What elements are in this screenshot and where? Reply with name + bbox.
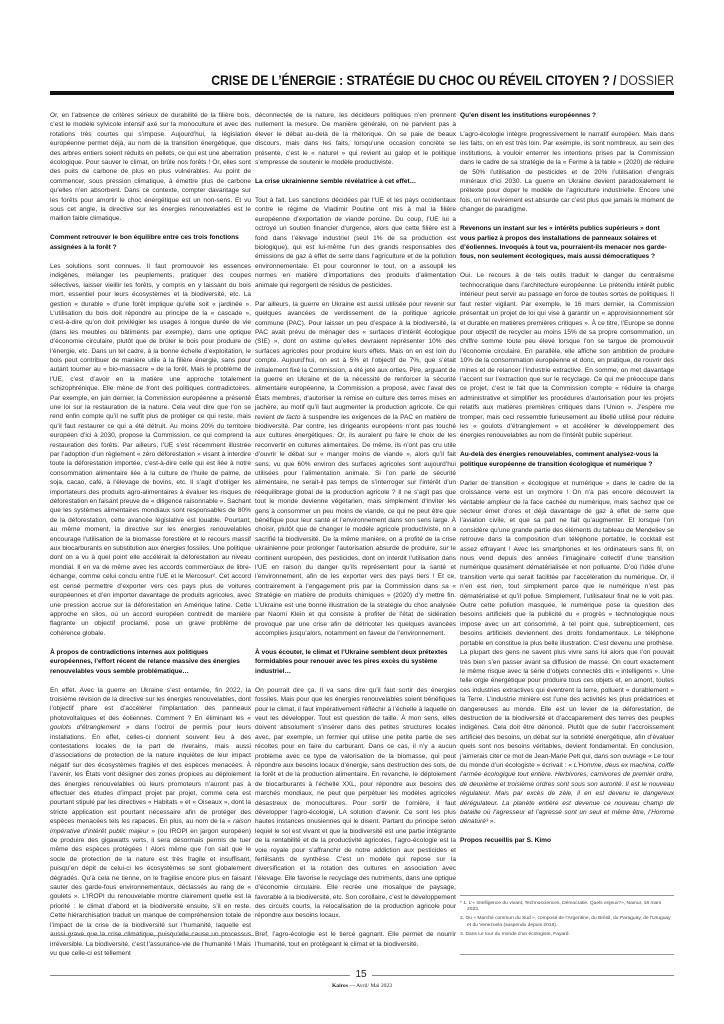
text-run: » (ou IROPI en jargon européen) de produire des gigawatts verts, il sera désormais permis de tuer même des espèces protégées ! Alors même que l’on sait que le socle de protection de la nature est très fragile et insuffisant, puisqu’en dépit de celui-ci les écosystèmes se sont globalement dégradés. Qu’à cela ne tienne, on le fragilise encore plus en faisant sauter des garde-fous environnementaux, déclassés au rang de « goulets ». L’IROPI du renouvelable montre clairement quelle est la priorité : le climat d’abord et la biodiversité ensuite, s’il en reste. Cette hiérarchisation traduit un manque de compréhension totale de l’impact de la crise de la biodiversité sur l’humanité, laquelle est irréversible. La biodiversité, c’est l’assurance-vie de l’humanité ! Mais vu que celle-ci est tellement <box>50 827 251 957</box>
interview-question: À vous écouter, le climat et l’Ukraine semblent deux prétextes formidables pour renouer avec les pires excès du système industriel… <box>255 648 448 675</box>
paragraph <box>255 300 456 639</box>
paragraph <box>50 686 251 959</box>
footnote: * 1. L’« Intelligence du vivant, Technosciences, Démocratie. Quels enjeux?», Namur, 18 mars 2023. <box>460 901 662 913</box>
column-1 <box>50 111 251 968</box>
publication-footer <box>0 983 724 989</box>
interview-question: Revenons un instant sur les « intérêts publics supérieurs » dont vous parliez à propos des installations de panneaux solaires et d’éoliennes. Invoqués à tout va, pourraient-ils menacer nos garde-fous, non seulement écologiques, mais aussi démocratiques ? <box>460 225 667 261</box>
footnote: 2. Ou « Marché commun du Sud », composé de l’Argentine, du Brésil, du Paraguay, de l’Uruguay et du Venezuela (suspendu depuis 2016). <box>460 916 671 928</box>
footer-rule-left <box>50 975 350 976</box>
interview-signature: Propos recueillis par S. Kimo <box>460 837 551 845</box>
column-divider-rule <box>50 935 254 936</box>
paragraph: On pourrait dire ça. Il va sans dire qu’il faut sortir des énergies fossiles. Mais pour que les énergies renouvelables soient bénéfiques pour le climat, il faut impérativement réfléchir à l’échelle à laquelle on veut les développer. Tout est question de taille. À mon sens, elles doivent absolument s’insérer dans des petites structures locales avec, par exemple, un fermier qui utilise une petite partie de ses récoltes pour en faire du carburant. Dans ce cas, il n’y a aucun problème avec ce type de valorisation de la biomasse, qui peut répondre aux besoins locaux d’énergie, sans destruction des sols, de la forêt et de la production alimentaire. En revanche, le déploiement de biocarburants à l’échelle XXL, pour répondre aux besoins des marchés mondiaux, ne peut que perpétuer les modèles agricoles désastreux de monocultures. Pour sortir de l’ornière, il faut développer l’agro-écologie, LA solution d’avenir. Ce sont les plus hautes instances onusiennes qui le disent. Partant du principe selon lequel le sol est vivant et que la biodiversité est une partie intégrante de la rentabilité et de la productivité agricoles, l’agro-écologie est la voie royale pour s’affranchir de notre addiction aux pesticides et fertilisants de synthèse. C’est un modèle qui repose sur la diversification et la rotation des cultures en association avec l’élevage. Elle favorise le recyclage des nutriments, dans une optique d’économie circulaire. Elle recrée une mosaïque de paysage, favorable à la biodiversité, etc. Son corollaire, c’est le développement des circuits courts, la relocalisation de la production agricole pour répondre aux besoins locaux. <box>255 686 456 920</box>
interview-question: La crise ukrainienne semble révélatrice à cet effet… <box>255 178 417 186</box>
footer-rule-right <box>372 975 674 976</box>
quotation-text: L’Homme, deus ex machina, coiffe l’armée écologique tout entière. Herbivores, carnivores de premier ordre, de deuxième et troisième ordres sont sous son autorité. Il est le nouveau régulateur. Mais par excès de zèle, il en est devenu le dangereux dérégulateur. La planète entière est devenue ce nouveau champ de bataille où l’agresseur et l’agressé sont un seul et même être, l’Homme dénaturé³ <box>460 761 674 826</box>
paragraph <box>460 479 674 827</box>
page-number: 15 <box>355 969 367 980</box>
paragraph: Les solutions sont connues. Il faut promouvoir les essences indigènes, mélanger les peuplements, pratiquer des coupes sélectives, laisser vieillir les forêts, y compris en y laissant du bois mort, essentiel pour leurs écosystèmes et la biodiversité, etc. La gestion « durable » d’une forêt implique qu’elle soit « jardinée ». L’utilisation du bois doit répondre au principe de la « cascade », c’est-à-dire qu’on doit privilégier les usages à longue durée de vie (dans les meubles ou bâtiments par exemple), dans une optique d’économie circulaire, plutôt que de brûler le bois pour produire de l’énergie, etc. Dans un tel cadre, à la bonne échelle d’exploitation, le bois peut contribuer de manière utile à la filière énergie, sans pour autant tourner au « bio-massacre » de la forêt. Mais le problème de l’UE, c’est d’avoir en la matière une approche totalement schizophrénique. Elle mène de front des politiques contradictoires. Par exemple, en juin dernier, la Commission européenne a présenté une loi sur la restauration de la nature. Cela veut dire que l’on se rend enfin compte qu’il ne suffit plus de protéger ce qui reste, mais qu’il faut restaurer ce qui a été détruit. Au moins 20% du territoire européen d’ici à 2030, propose la Commission, ce qui comprend la restauration des forêts. Par ailleurs, l’UE s’est récemment illustrée par l’adoption d’un règlement « zéro déforestation » visant à interdire toute la déforestation importée, c’est-à-dire celle qui est liée à notre consommation alimentaire liée à la culture de l’huile de palme, de soja, cacao, café, à l’élevage de bovins, etc. Il s’agit d’obliger les importateurs des produits agro-alimentaires à évaluer les risques de déforestation en faisant preuve de « diligence raisonnable ». Sachant que les systèmes alimentaires mondiaux sont responsables de 80% de la déforestation, cette avancée législative est louable. Pourtant, au même moment, la directive sur les énergies renouvelables encourage l’utilisation de la biomasse forestière et le recours massif aux biocarburants en substitution aux énergies fossiles. Une politique dont on a vu à quel point elle accélérait la déforestation au niveau mondial. Il en va de même avec les accords commerciaux de libre-échange, comme celui conclu entre l’UE et le Mercosur². Cet accord est censé permettre d’exporter vers ces pays plus de voitures européennes et d’en importer davantage de produits agricoles, avec une pression accrue sur la déforestation en Amérique latine. Cette approche en silos, où un accord européen contredit de manière flagrante un objectif proclamé, pose un grave problème de cohérence globale. <box>50 262 251 637</box>
page-header-title <box>211 73 674 89</box>
emphasis-text: goulots d’étranglement <box>50 724 121 732</box>
section-label: DOSSIER <box>619 73 674 89</box>
header-rule <box>50 91 674 95</box>
text-run: Par ailleurs, la guerre en Ukraine est aussi utilisée pour revenir sur quelques avancées de verdissement de la politique agricole commune (PAC). Pour laisser un peu d’espace à la biodiversité, la PAC avait prévu de ménager des « surfaces d’intérêt écologique (SIE) », dont on estime qu’elles devraient représenter 10% des surfaces agricoles pour produire leurs effets. Mais on en est loin du compte. Aujourd’hui, on est à 5% et l’objectif de 7%, que s’était initialement fixé la Commission, a été jeté aux orties. Pire, arguant de la guerre en Ukraine et de la nécessité de renforcer la sécurité alimentaire européenne, la Commission a proposé, avec l’aval des États membres, d’autoriser la remise en culture des terres mises en jachère, au motif qu’il faut augmenter la production agricole. Ce qui revient <box>255 300 456 421</box>
emphasis-text: de facto <box>276 413 301 421</box>
footnotes-end-rule <box>460 954 674 955</box>
column-2 <box>255 111 456 959</box>
column-3 <box>460 111 674 855</box>
text-run: » dans l’octroi de permis pour leurs installations. En effet, celles-ci donnent souvent lieu à des contestations locales de la part de riverains, mais aussi d’associations de protection de la nature inquiètes de leur impact négatif sur des écosystèmes fragiles et des espèces menacées. À l’avenir, les États vont désigner des zones propices au déploiement des énergies renouvelables où leurs promoteurs n’auront pas à effectuer des études d’impact projet par projet, comme cela est pourtant stipulé par les directives « Habitats » et « Oiseaux », dont la stricte application est pourtant nécessaire afin de protéger des espèces menacées tels les rapaces. En plus, au nom de la « <box>50 724 251 826</box>
interview-question: Au-delà des énergies renouvelables, comment analysez-vous la politique européenne de transition écologique et numérique ? <box>460 451 659 468</box>
paragraph: Or, en l’absence de critères sérieux de durabilité de la filière bois, c’est le modèle sylvicole intensif axé sur la monoculture et avec des rotations très courtes qui s’impose. Aujourd’hui, la législation européenne permet déjà, au nom de la transition énergétique, que des arbres entiers soient réduits en pellets, ce qui est une aberration écologique. Pour sauver le climat, on brûle nos forêts ! Or, elles sont des puits de carbone de plus en plus vulnérables. Au point de commencer, sous pression climatique, à émettre plus de carbone qu’elles n’en absorbent. Dans ce contexte, compter davantage sur les forêts pour amortir le choc énergétique est un non-sens. Et vu sous cet angle, la directive sur les énergies renouvelables est le maillon faible climatique. <box>50 112 251 223</box>
text-run: à suspendre les exigences de la PAC en matière de biodiversité. Par contre, les dirigeants européens n’ont pas touché aux cultures énergétiques. Or, ils auraient pu faire le choix de les reconvertir en cultures alimentaires. De même, ils n’ont pas cru utile d’ouvrir le débat sur « manger moins de viande », alors qu’il fait sens, vu que 60% environ des surfaces agricoles sont aujourd’hui utilisées pour l’alimentation animale. Si l’on parle de sécurité alimentaire, ne serait-il pas temps de s’interroger sur l’intérêt d’un rééquilibrage global de la production agricole ? Il ne s’agit pas que tout le monde devienne végétarien, mais simplement d’inviter les gens à consommer un peu moins de viande, ce qui ne peut être que bénéfique pour leur santé et l’environnement dans son sens large. À choisir, plutôt que de changer le modèle agricole productiviste, on a sacrifié la biodiversité. De la même manière, on a profité de la crise ukrainienne pour prolonger l’autorisation absurde de produire, sur le continent européen, des pesticides, dont on interdit l’utilisation dans l’UE en raison du danger qu’ils représentent pour la santé et l’environnement, afin de les exporter vers des pays tiers ! Et ce, contrairement à l’engagement pris par la Commission dans sa « Stratégie en matière de produits chimiques » (2020) d’y mettre fin. L’Ukraine est une bonne illustration de la stratégie du choc analysée par Naomi Klein et qui consiste à profiter de l’état de sidération provoqué par une crise afin de détricoter les quelques avancées accomplies jusqu’alors, notamment en faveur de l’environnement. <box>255 413 456 637</box>
text-run: En effet. Avec la guerre en Ukraine s’est entamée, fin 2022, la troisième révision de la directive sur les énergies renouvelables, dont l’objectif phare est d’accélérer l’implantation des panneaux photovoltaïques et des éoliennes. Comment ? En éliminant les « <box>50 686 251 722</box>
paragraph: Tout à fait. Les sanctions décidées par l’UE et les pays occidentaux contre le régime de Vladimir Poutine ont mis à mal la filière européenne d’exportation de viande porcine. Du coup, l’UE lui a octroyé un soutien financier d’urgence, alors que cette filière est à fond dans l’élevage industriel (seul 1% de sa production est biologique), qui est lui-même l’un des grands responsables des émissions de gaz à effet de serre dans l’agriculture et de la pollution environnementale. Et pour couronner le tout, on a assoupli les normes en matière d’importations des produits d’alimentation animale qui regorgent de résidus de pesticides. <box>255 197 456 289</box>
issue-date: — Avril/ Mai 2023 <box>348 983 393 989</box>
interview-question: Comment retrouver le bon équilibre entre ces trois fonctions assignées à la forêt ? <box>50 234 239 251</box>
dossier-title: CRISE DE L’ÉNERGIE : STRATÉGIE DU CHOC OU RÉVEIL CITOYEN ? / <box>211 73 620 89</box>
footnote: 3. Dans Le tour du monde d’un écologiste, Fayard. <box>460 931 570 937</box>
paragraph: déconnectée de la nature, les décideurs politiques n’en prennent nullement la mesure. De manière générale, on ne parvient pas à élever le débat au-delà de la rhétorique. On se paie de beaux discours, mais dans les faits, lorsqu’une occasion concrète se présente, c’est le « naturel » qui revient au galop et le politique s’empresse de soutenir le modèle productiviste. <box>255 112 456 167</box>
paragraph: Oui. Le recours à de tels outils traduit le danger du centralisme technocratique dans l’architecture européenne. Le prétendu intérêt public intérieur peut servir au passage en force de toutes sortes de politiques. Il faut rester vigilant. Par exemple, le 16 mars dernier, la Commission présentait un projet de loi qui vise à garantir un « approvisionnement sûr et durable en matières premières critiques ». À ce titre, l’Europe se donne pour objectif de recycler au moins 15% de sa propre consommation, un chiffre somme toute peu élevé lorsque l’on se targue de promouvoir l’économie circulaire. En parallèle, elle affiche son ambition de produire 10% de la consommation européenne et donc, en pratique, de rouvrir des mines et de relancer l’industrie extractive. En somme, on met davantage l’accent sur l’extraction que sur le recyclage. Ce qui me préoccupe dans ce projet, c’est le fait que la Commission compte « réduire la charge administrative et simplifier les procédures d’autorisation pour les projets relatifs aux matières premières critiques dans l’Union ». J’espère me tromper, mais ceci ressemble furieusement au libellé utilisé pour réduire les « goulots d’étranglement » et accélérer le développement des énergies renouvelables au nom de l’intérêt public supérieur. <box>460 272 674 440</box>
emphasis-text: raison impérative d’intérêt public majeur <box>50 818 251 835</box>
interview-question: À propos de contradictions internes aux politiques européennes, l’effort récent de relance massive des énergies renouvelables vous semble problématique… <box>50 648 240 675</box>
text-run: Parler de transition « écologique et numérique » dans le cadre de la croissance verte est un oxymore ! On n’a pas encore découvert la véritable ampleur de la face cachée du numérique, mais sachez que ce secteur émet d’ores et déjà davantage de gaz à effet de serre que l’aviation civile, et que sa part ne fait qu’augmenter. Et lorsque l’on considère qu’une grande partie des éléments du tableau de Mendeliev se retrouve dans la composition d’un téléphone portable, le cocktail est assez effrayant ! Avec les smartphones et les ordinateurs sans fil, on nous vend depuis des années l’imaginaire collectif d’une transition numérique quasiment dématérialisée et non polluante. D’où l’idée d’une transition verte qui serait facilitée par l’accélération du numérique. Or, il n’en est rien, tout simplement parce que le numérique n’est pas dématérialisé et qu’il pollue. Simplement, l’utilisateur final ne le voit pas. Outre cette pollution masquée, le numérique pose la question des besoins artificiels que la publicité du « progrès » technologique nous impose avec un art consommé, à tel point que, subrepticement, ces besoins artificiels deviennent des droits fondamentaux. Le téléphone portable en constitue la plus belle illustration. C’est devenu une prothèse. La plupart des gens ne savent plus vivre sans lui alors que l’on pouvait très bien s’en passer avant sa diffusion de masse. On court exactement le même risque avec la série d’objets connectés dits « intelligents ». Une telle orgie énergétique pour produire tous ces objets et, en amont, toutes ces industries extractives qui éventrent la terre, polluent « durablement » la Terre. L’industrie minière est l’une des activités les plus prédatrices et dangereuses au monde. Elle est un levier de la déforestation, de destruction de la biodiversité et d’accaparement des terres des peuples indigènes. Cela doit être dénoncé. Plutôt que de subir l’accroissement artificiel des besoins, un débat sur la sobriété énergétique, afin d’évaluer quels sont nos besoins véritables, devient fondamental. En conclusion, j’aimerais citer ce mot de Jean-Marie Pelt qui, dans son ouvrage « Le tour du monde d’un écologiste » écrivait : « <box>460 479 674 769</box>
text-run: ». <box>488 818 496 826</box>
footnotes <box>460 895 674 941</box>
paragraph: Bref, l’agro-écologie est le tiercé gagnant. Elle permet de nourrir l’humanité, tout en protégeant le climat et la biodiversité. <box>255 931 456 948</box>
publication-name: Kairos <box>331 983 349 989</box>
paragraph: L’agro-écologie intègre progressivement le narratif européen. Mais dans les faits, on en est très loin. Par exemple, ils sont nombreux, au sein des institutions, à vouloir enterrer les intentions prises par la Commission dans le cadre de sa stratégie de la « Ferme à la table » (2020) de réduire de 50% l’utilisation de pesticides et de 20% l’utilisation d’engrais minéraux d’ici 2030. La guerre en Ukraine devient paradoxalement le prétexte pour doper le modèle de l’agriculture industrielle. Encore une fois, un tel revirement est absurde car c’est plus que jamais le moment de changer de paradigme. <box>460 131 674 214</box>
interview-question: Qu’en disent les institutions européennes ? <box>460 112 597 119</box>
